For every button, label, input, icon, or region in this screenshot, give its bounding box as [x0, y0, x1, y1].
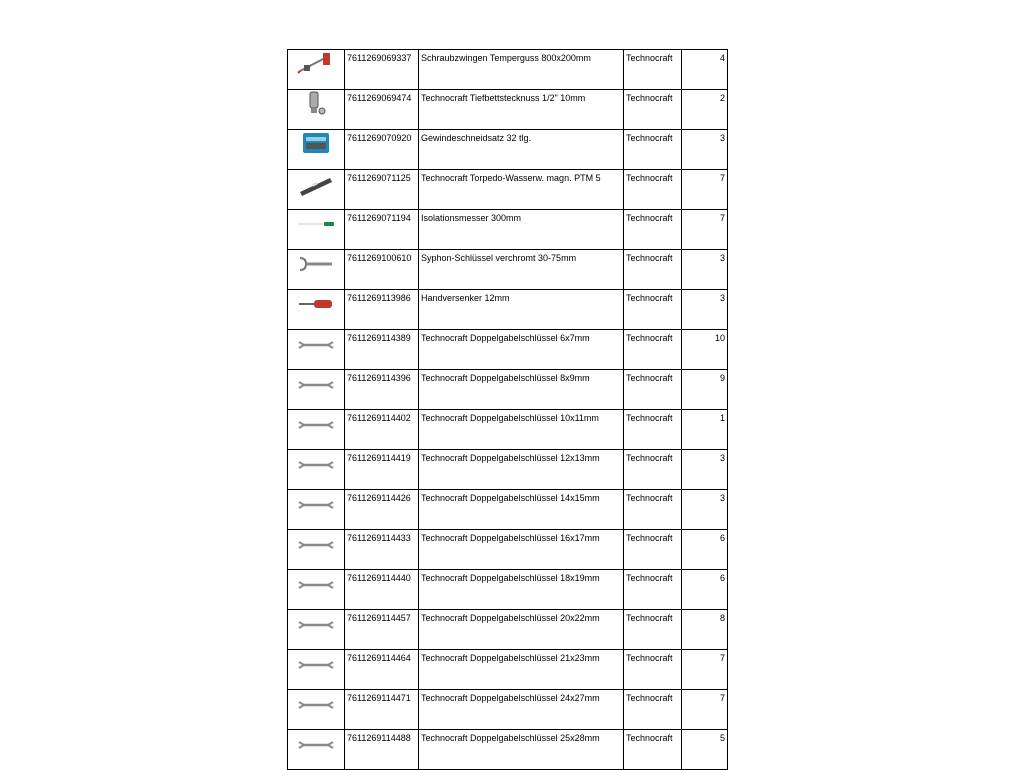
product-image-cell — [288, 450, 345, 490]
brand-cell: Technocraft — [624, 410, 682, 450]
ean-cell: 7611269114389 — [345, 330, 419, 370]
brand-cell: Technocraft — [624, 90, 682, 130]
bar-clamp-icon — [288, 50, 344, 76]
ean-cell: 7611269071125 — [345, 170, 419, 210]
quantity-cell: 9 — [682, 370, 728, 410]
siphon-wrench-icon — [288, 250, 344, 276]
brand-cell: Technocraft — [624, 50, 682, 90]
ean-cell: 7611269100610 — [345, 250, 419, 290]
brand-cell: Technocraft — [624, 330, 682, 370]
description-cell: Technocraft Doppelgabelschlüssel 20x22mm — [419, 610, 624, 650]
quantity-cell: 3 — [682, 250, 728, 290]
quantity-cell: 7 — [682, 650, 728, 690]
countersink-icon — [288, 290, 344, 316]
quantity-cell: 3 — [682, 130, 728, 170]
quantity-cell: 6 — [682, 570, 728, 610]
description-cell: Technocraft Doppelgabelschlüssel 24x27mm — [419, 690, 624, 730]
wrench-icon — [288, 650, 344, 676]
table-row — [288, 290, 728, 330]
product-image-cell — [288, 170, 345, 210]
ean-cell: 7611269069337 — [345, 50, 419, 90]
description-cell: Syphon-Schlüssel verchromt 30-75mm — [419, 250, 624, 290]
wrench-icon — [288, 370, 344, 396]
table-row — [288, 250, 728, 290]
table-row — [288, 650, 728, 690]
ean-cell: 7611269114457 — [345, 610, 419, 650]
ean-cell: 7611269114419 — [345, 450, 419, 490]
brand-cell: Technocraft — [624, 170, 682, 210]
brand-cell: Technocraft — [624, 570, 682, 610]
product-image-cell — [288, 570, 345, 610]
ean-cell: 7611269114488 — [345, 730, 419, 770]
table-row — [288, 530, 728, 570]
ean-cell: 7611269114471 — [345, 690, 419, 730]
product-image-cell — [288, 90, 345, 130]
description-cell: Technocraft Doppelgabelschlüssel 16x17mm — [419, 530, 624, 570]
tap-die-set-icon — [288, 130, 344, 156]
product-image-cell — [288, 530, 345, 570]
description-cell: Technocraft Doppelgabelschlüssel 25x28mm — [419, 730, 624, 770]
ean-cell: 7611269114464 — [345, 650, 419, 690]
quantity-cell: 3 — [682, 490, 728, 530]
wrench-icon — [288, 450, 344, 476]
socket-icon — [288, 90, 344, 116]
table-row — [288, 450, 728, 490]
ean-cell: 7611269070920 — [345, 130, 419, 170]
wrench-icon — [288, 330, 344, 356]
brand-cell: Technocraft — [624, 650, 682, 690]
product-image-cell — [288, 610, 345, 650]
description-cell: Handversenker 12mm — [419, 290, 624, 330]
brand-cell: Technocraft — [624, 210, 682, 250]
description-cell: Technocraft Doppelgabelschlüssel 6x7mm — [419, 330, 624, 370]
quantity-cell: 2 — [682, 90, 728, 130]
brand-cell: Technocraft — [624, 450, 682, 490]
quantity-cell: 7 — [682, 690, 728, 730]
quantity-cell: 7 — [682, 210, 728, 250]
description-cell: Technocraft Doppelgabelschlüssel 14x15mm — [419, 490, 624, 530]
brand-cell: Technocraft — [624, 490, 682, 530]
table-row — [288, 490, 728, 530]
brand-cell: Technocraft — [624, 730, 682, 770]
product-image-cell — [288, 730, 345, 770]
wrench-icon — [288, 570, 344, 596]
inventory-rows — [288, 50, 728, 770]
product-image-cell — [288, 250, 345, 290]
table-row — [288, 690, 728, 730]
description-cell: Isolationsmesser 300mm — [419, 210, 624, 250]
table-row — [288, 730, 728, 770]
quantity-cell: 3 — [682, 450, 728, 490]
table-row — [288, 570, 728, 610]
insulation-knife-icon — [288, 210, 344, 236]
table-row — [288, 210, 728, 250]
brand-cell: Technocraft — [624, 530, 682, 570]
brand-cell: Technocraft — [624, 610, 682, 650]
torpedo-level-icon — [288, 170, 344, 196]
product-image-cell — [288, 650, 345, 690]
description-cell: Technocraft Doppelgabelschlüssel 12x13mm — [419, 450, 624, 490]
description-cell: Technocraft Doppelgabelschlüssel 21x23mm — [419, 650, 624, 690]
description-cell: Technocraft Doppelgabelschlüssel 18x19mm — [419, 570, 624, 610]
product-image-cell — [288, 210, 345, 250]
description-cell: Schraubzwingen Temperguss 800x200mm — [419, 50, 624, 90]
product-image-cell — [288, 410, 345, 450]
table-row — [288, 170, 728, 210]
quantity-cell: 6 — [682, 530, 728, 570]
product-image-cell — [288, 490, 345, 530]
brand-cell: Technocraft — [624, 370, 682, 410]
ean-cell: 7611269114396 — [345, 370, 419, 410]
brand-cell: Technocraft — [624, 250, 682, 290]
wrench-icon — [288, 490, 344, 516]
brand-cell: Technocraft — [624, 690, 682, 730]
description-cell: Technocraft Torpedo-Wasserw. magn. PTM 5 — [419, 170, 624, 210]
product-image-cell — [288, 330, 345, 370]
wrench-icon — [288, 690, 344, 716]
description-cell: Technocraft Doppelgabelschlüssel 8x9mm — [419, 370, 624, 410]
brand-cell: Technocraft — [624, 290, 682, 330]
product-image-cell — [288, 690, 345, 730]
product-image-cell — [288, 50, 345, 90]
table-row — [288, 410, 728, 450]
quantity-cell: 1 — [682, 410, 728, 450]
inventory-sheet — [287, 49, 728, 770]
brand-cell: Technocraft — [624, 130, 682, 170]
table-row — [288, 610, 728, 650]
ean-cell: 7611269071194 — [345, 210, 419, 250]
wrench-icon — [288, 410, 344, 436]
table-row — [288, 50, 728, 90]
wrench-icon — [288, 530, 344, 556]
quantity-cell: 8 — [682, 610, 728, 650]
table-row — [288, 130, 728, 170]
ean-cell: 7611269113986 — [345, 290, 419, 330]
ean-cell: 7611269069474 — [345, 90, 419, 130]
inventory-table — [287, 49, 728, 770]
ean-cell: 7611269114440 — [345, 570, 419, 610]
description-cell: Technocraft Tiefbettstecknuss 1/2" 10mm — [419, 90, 624, 130]
table-row — [288, 330, 728, 370]
ean-cell: 7611269114426 — [345, 490, 419, 530]
product-image-cell — [288, 130, 345, 170]
wrench-icon — [288, 730, 344, 756]
quantity-cell: 7 — [682, 170, 728, 210]
description-cell: Technocraft Doppelgabelschlüssel 10x11mm — [419, 410, 624, 450]
quantity-cell: 10 — [682, 330, 728, 370]
table-row — [288, 90, 728, 130]
quantity-cell: 5 — [682, 730, 728, 770]
product-image-cell — [288, 290, 345, 330]
ean-cell: 7611269114433 — [345, 530, 419, 570]
product-image-cell — [288, 370, 345, 410]
quantity-cell: 4 — [682, 50, 728, 90]
ean-cell: 7611269114402 — [345, 410, 419, 450]
quantity-cell: 3 — [682, 290, 728, 330]
table-row — [288, 370, 728, 410]
wrench-icon — [288, 610, 344, 636]
description-cell: Gewindeschneidsatz 32 tlg. — [419, 130, 624, 170]
